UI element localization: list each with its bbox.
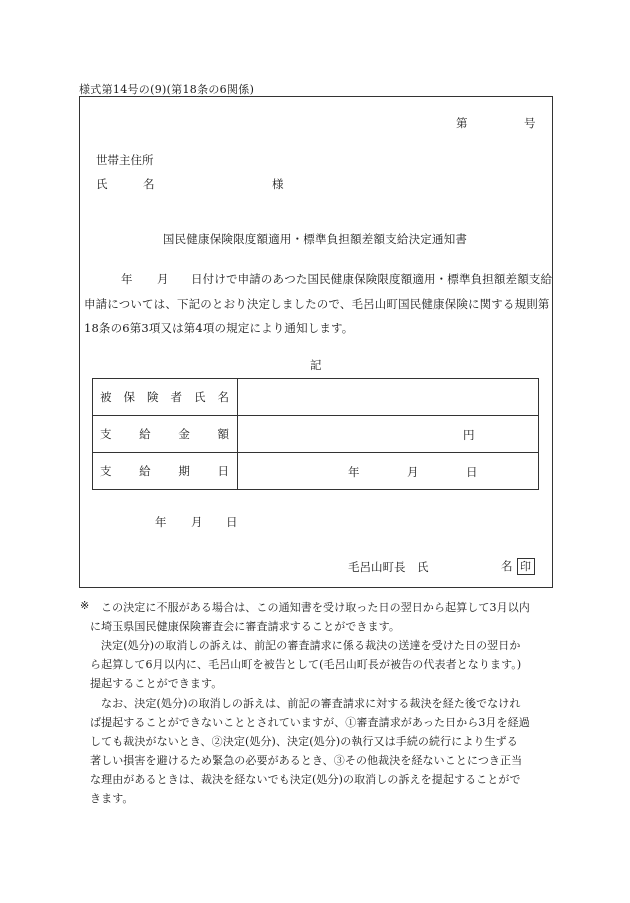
label-char: 金 [178,427,190,441]
label-char: 額 [217,427,229,441]
ki-heading: 記 [310,358,322,372]
name-label-first: 氏 [96,177,108,191]
footnote-line: きます。 [90,792,134,805]
label-char: 給 [139,464,151,478]
label-char: 日 [217,464,229,478]
name-label-second: 名 [143,177,155,191]
footnote-line: なお、決定(処分)の取消しの訴えは、前記の審査請求に対する裁決を経た後でなけれ [101,697,521,710]
body-year-mark: 年 [121,272,133,286]
body-month-mark: 月 [157,272,169,286]
date-day-mark: 日 [466,465,478,479]
date-year-mark: 年 [348,465,360,479]
address-label: 世帯主住所 [96,153,154,167]
footnote-line: な理由があるときは、裁決を経ないでも決定(処分)の取消しの訴えを提起することがで [90,773,521,786]
label-char: 給 [139,427,151,441]
footnote-line: ば提起することができないこととされていますが、①審査請求があった日から3月を経過 [90,716,530,729]
issuer-name: 毛呂山町長 氏 [348,560,429,574]
body-line-3: 18条の6第3項又は第4項の規定により通知します。 [84,321,354,335]
issuer-name-char [501,558,535,575]
label-char: 者 [170,390,182,404]
label-char: 被 [100,390,112,404]
document-title: 国民健康保険限度額適用・標準負担額差額支給決定通知書 [162,232,468,246]
issue-year-mark: 年 [155,515,167,529]
yen-mark: 円 [463,428,475,442]
insured-name-value-cell [238,379,539,416]
notice-number-prefix: 第 [456,116,468,130]
notice-frame [79,96,553,588]
footnote-mark: ※ [80,599,90,612]
footnote-line: ら起算して6月以内に、毛呂山町を被告として(毛呂山町長が被告の代表者となります。) [90,658,522,671]
footnote-line: 提起することができます。 [90,677,223,690]
table-row [93,416,539,453]
date-month-mark: 月 [407,465,419,479]
payment-date-label-cell [93,453,238,490]
honorific: 様 [272,177,284,191]
issue-month-mark: 月 [191,515,203,529]
label-char: 険 [147,390,159,404]
label-char: 保 [123,390,135,404]
insured-name-label-cell [93,379,238,416]
footnote-line: に埼玉県国民健康保険審査会に審査請求することができます。 [90,620,400,633]
label-char: 氏 [194,390,206,404]
payment-amount-label-cell [93,416,238,453]
seal-mark: 印 [517,558,535,575]
label-char: 支 [100,427,112,441]
label-char: 期 [178,464,190,478]
table-row [93,453,539,490]
form-number: 様式第14号の(9)(第18条の6関係) [79,83,255,96]
issue-day-mark: 日 [226,515,238,529]
payment-date-value-cell [238,453,539,490]
body-line-2: 申請については、下記のとおり決定しましたので、毛呂山町国民健康保険に関する規則第 [84,297,550,311]
label-char: 名 [217,390,229,404]
footnote-line: 決定(処分)の取消しの訴えは、前記の審査請求に係る裁決の送達を受けた日の翌日か [101,639,521,652]
name-char: 名 [501,559,513,573]
label-char: 支 [100,464,112,478]
notice-number-suffix: 号 [524,116,536,130]
body-line-1: 日付けで申請のあつた国民健康保険限度額適用・標準負担額差額支給 [191,272,553,286]
footnote-line: この決定に不服がある場合は、この通知書を受け取った日の翌日から起算して3月以内 [101,601,530,614]
details-table [92,378,539,490]
table-row [93,379,539,416]
payment-amount-value-cell [238,416,539,453]
footnote-line: 著しい損害を避けるため緊急の必要があるとき、③その他裁決を経ないことにつき正当 [90,754,523,767]
footnote-line: しても裁決がないとき、②決定(処分)、決定(処分)の執行又は手続の続行により生ずる [90,735,518,748]
